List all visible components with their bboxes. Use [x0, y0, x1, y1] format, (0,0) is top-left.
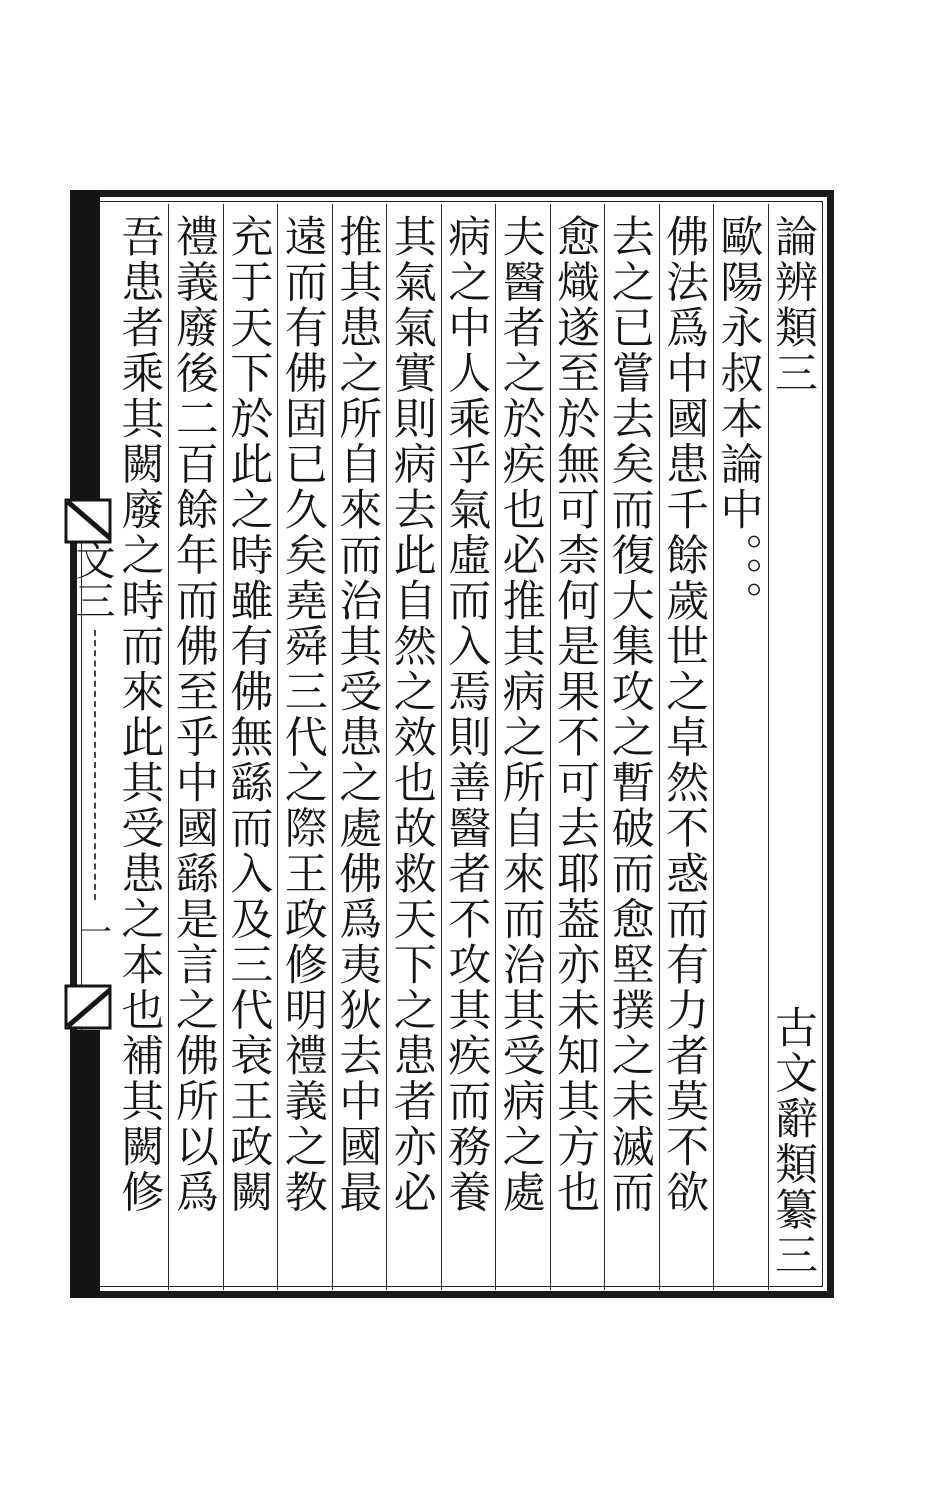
text-line: 病之中人乘乎氣虛而入焉則善醫者不攻其疾而務養 [441, 214, 492, 1215]
text-columns [114, 204, 822, 1290]
column-12 [168, 204, 222, 1290]
text-line: 去之已嘗去矣而復大集攻之暫破而愈堅撲之未滅而 [604, 214, 655, 1215]
fold-leaf-number: 一 [75, 915, 113, 947]
column-10 [277, 204, 331, 1290]
column-11 [223, 204, 277, 1290]
column-6 [495, 204, 549, 1290]
fold-section-label: 文三 [69, 540, 115, 620]
column-4 [604, 204, 658, 1290]
fold-fishtail-bottom-icon [64, 984, 112, 1030]
text-line: 佛法爲中國患千餘歲世之卓然不惑而有力者莫不欲 [659, 214, 710, 1215]
column-2 [713, 204, 767, 1290]
text-line: 吾患者乘其闕廢之時而來此其受患之本也補其闕修 [114, 214, 165, 1215]
fold-fishtail-top-icon [64, 498, 112, 544]
column-9 [332, 204, 386, 1290]
text-line: 禮義廢後二百餘年而佛至乎中國繇是言之佛所以爲 [168, 214, 219, 1215]
book-title: 古文辭類纂三 [768, 1005, 818, 1278]
text-line: 推其患之所自來而治其受患之處佛爲夷狄去中國最 [332, 214, 383, 1215]
fold-dashed-line [94, 630, 96, 900]
column-8 [386, 204, 440, 1290]
fold-black-band-bottom [70, 1030, 100, 1298]
text-line: 其氣氣實則病去此自然之效也故救天下之患者亦必 [386, 214, 437, 1215]
text-line: 充于天下於此之時雖有佛無繇而入及三代衰王政闕 [223, 214, 274, 1215]
fold-black-band-top [70, 190, 100, 500]
section-heading: 論辨類三 [768, 214, 818, 396]
column-13 [114, 204, 168, 1290]
column-7 [441, 204, 495, 1290]
text-line: 愈熾遂至於無可柰何是果不可去耶葢亦未知其方也 [550, 214, 601, 1215]
essay-title: 歐陽永叔本論中。。。 [713, 214, 764, 626]
column-3 [659, 204, 713, 1290]
column-1 [768, 204, 822, 1290]
text-line: 遠而有佛固已久矣堯舜三代之際王政修明禮義之教 [277, 214, 328, 1215]
text-line: 夫醫者之於疾也必推其病之所自來而治其受病之處 [495, 214, 546, 1215]
column-5 [550, 204, 604, 1290]
